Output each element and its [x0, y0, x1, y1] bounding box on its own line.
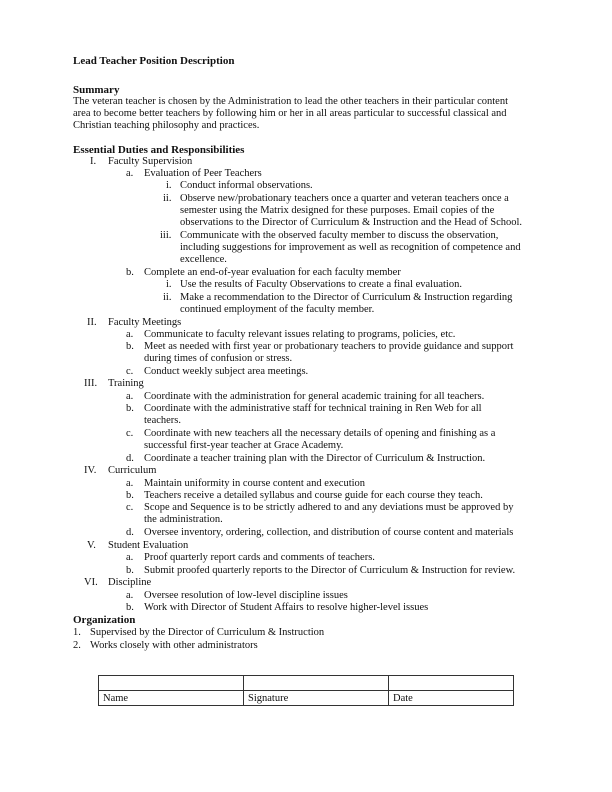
item-letter: d. — [126, 527, 134, 538]
item-text: Coordinate a teacher training plan with the Director of Curriculum & Instruction. — [144, 453, 486, 464]
item-text: Proof quarterly report cards and comments of teachers. — [144, 552, 375, 563]
org-item-text: Works closely with other administrators — [90, 640, 258, 651]
item-letter: b. — [126, 403, 134, 414]
item-text: Work with Director of Student Affairs to resolve higher-level issues — [144, 602, 429, 613]
subitem-text: including suggestions for improvement as well as recognition of competence and — [180, 242, 521, 253]
signature-label-row — [99, 691, 514, 706]
item-letter: a. — [126, 391, 134, 402]
section-number: VI. — [84, 577, 98, 588]
organization-heading: Organization — [73, 614, 136, 626]
subitem-roman: ii. — [163, 292, 172, 303]
item-text: the administration. — [144, 514, 223, 525]
document-title: Lead Teacher Position Description — [73, 55, 235, 67]
item-letter: b. — [126, 565, 134, 576]
item-text: Oversee inventory, ordering, collection, and distribution of course content and materials — [144, 527, 514, 538]
summary-line: area to become better teachers by following him or her in all areas particular to successful classical and — [73, 108, 507, 119]
signature-label: Signature — [244, 691, 389, 706]
subitem-text: semester using the Matrix designed for these purposes. Email copies of the — [180, 205, 495, 216]
item-letter: a. — [126, 329, 134, 340]
section-number: V. — [87, 540, 96, 551]
item-text: Teachers receive a detailed syllabus and course guide for each course they teach. — [144, 490, 483, 501]
item-letter: c. — [126, 428, 134, 439]
subitem-text: Make a recommendation to the Director of Curriculum & Instruction regarding — [180, 292, 513, 303]
section-label: Faculty Meetings — [108, 317, 182, 328]
item-letter: b. — [126, 341, 134, 352]
section-label: Discipline — [108, 577, 152, 588]
item-text: Meet as needed with first year or probationary teachers to provide guidance and support — [144, 341, 514, 352]
subitem-text: Observe new/probationary teachers once a quarter and veteran teachers once a — [180, 193, 509, 204]
name-label: Name — [99, 691, 244, 706]
item-letter: c. — [126, 502, 134, 513]
item-text: Coordinate with new teachers all the necessary details of opening and finishing as a — [144, 428, 496, 439]
item-letter: d. — [126, 453, 134, 464]
item-text: Coordinate with the administration for general academic training for all teachers. — [144, 391, 485, 402]
subitem-text: Communicate with the observed faculty member to discuss the observation, — [180, 230, 499, 241]
subitem-text: Conduct informal observations. — [180, 180, 313, 191]
item-letter: a. — [126, 552, 134, 563]
item-letter: c. — [126, 366, 134, 377]
subitem-roman: i. — [166, 279, 172, 290]
signature-blank-row — [99, 676, 514, 691]
item-text: teachers. — [144, 415, 182, 426]
item-text: Communicate to faculty relevant issues relating to programs, policies, etc. — [144, 329, 456, 340]
item-text: Conduct weekly subject area meetings. — [144, 366, 309, 377]
subitem-roman: i. — [166, 180, 172, 191]
item-text: during times of confusion or stress. — [144, 353, 293, 364]
date-blank-cell[interactable] — [389, 676, 514, 691]
date-label: Date — [389, 691, 514, 706]
item-text: successful first-year teacher at Grace Academy. — [144, 440, 344, 451]
summary-line: The veteran teacher is chosen by the Administration to lead the other teachers in their particular content — [73, 96, 509, 107]
name-blank-cell[interactable] — [99, 676, 244, 691]
summary-line: Christian teaching philosophy and practices. — [73, 120, 260, 131]
item-letter: b. — [126, 490, 134, 501]
item-text: Submit proofed quarterly reports to the Director of Curriculum & Instruction for review. — [144, 565, 516, 576]
subitem-text: continued employment of the faculty member. — [180, 304, 375, 315]
subitem-text: Use the results of Faculty Observations to create a final evaluation. — [180, 279, 462, 290]
section-number: III. — [84, 378, 98, 389]
section-label: Faculty Supervision — [108, 156, 193, 167]
item-letter: a. — [126, 478, 134, 489]
item-text: Coordinate with the administrative staff for technical training in Ren Web for all — [144, 403, 482, 414]
subitem-roman: iii. — [160, 230, 172, 241]
item-letter: a. — [126, 168, 134, 179]
subitem-text: excellence. — [180, 254, 227, 265]
item-text: Scope and Sequence is to be strictly adhered to and any deviations must be approved by — [144, 502, 514, 513]
section-number: II. — [87, 317, 97, 328]
summary-heading: Summary — [73, 84, 120, 96]
item-letter: b. — [126, 267, 134, 278]
item-letter: a. — [126, 590, 134, 601]
subitem-roman: ii. — [163, 193, 172, 204]
section-label: Training — [108, 378, 144, 389]
org-item-text: Supervised by the Director of Curriculum & Instruction — [90, 627, 325, 638]
signature-blank-cell[interactable] — [244, 676, 389, 691]
section-number: I. — [90, 156, 97, 167]
item-text: Maintain uniformity in course content and execution — [144, 478, 366, 489]
org-item-number: 1. — [73, 627, 81, 638]
item-text: Oversee resolution of low-level discipline issues — [144, 590, 348, 601]
signature-table — [98, 675, 514, 706]
section-label: Curriculum — [108, 465, 157, 476]
subitem-text: observations to the Director of Curriculum & Instruction and the Head of School. — [180, 217, 523, 228]
item-text: Complete an end-of-year evaluation for each faculty member — [144, 267, 401, 278]
item-letter: b. — [126, 602, 134, 613]
item-text: Evaluation of Peer Teachers — [144, 168, 262, 179]
org-item-number: 2. — [73, 640, 81, 651]
section-label: Student Evaluation — [108, 540, 189, 551]
section-number: IV. — [84, 465, 97, 476]
duties-heading: Essential Duties and Responsibilities — [73, 144, 245, 156]
